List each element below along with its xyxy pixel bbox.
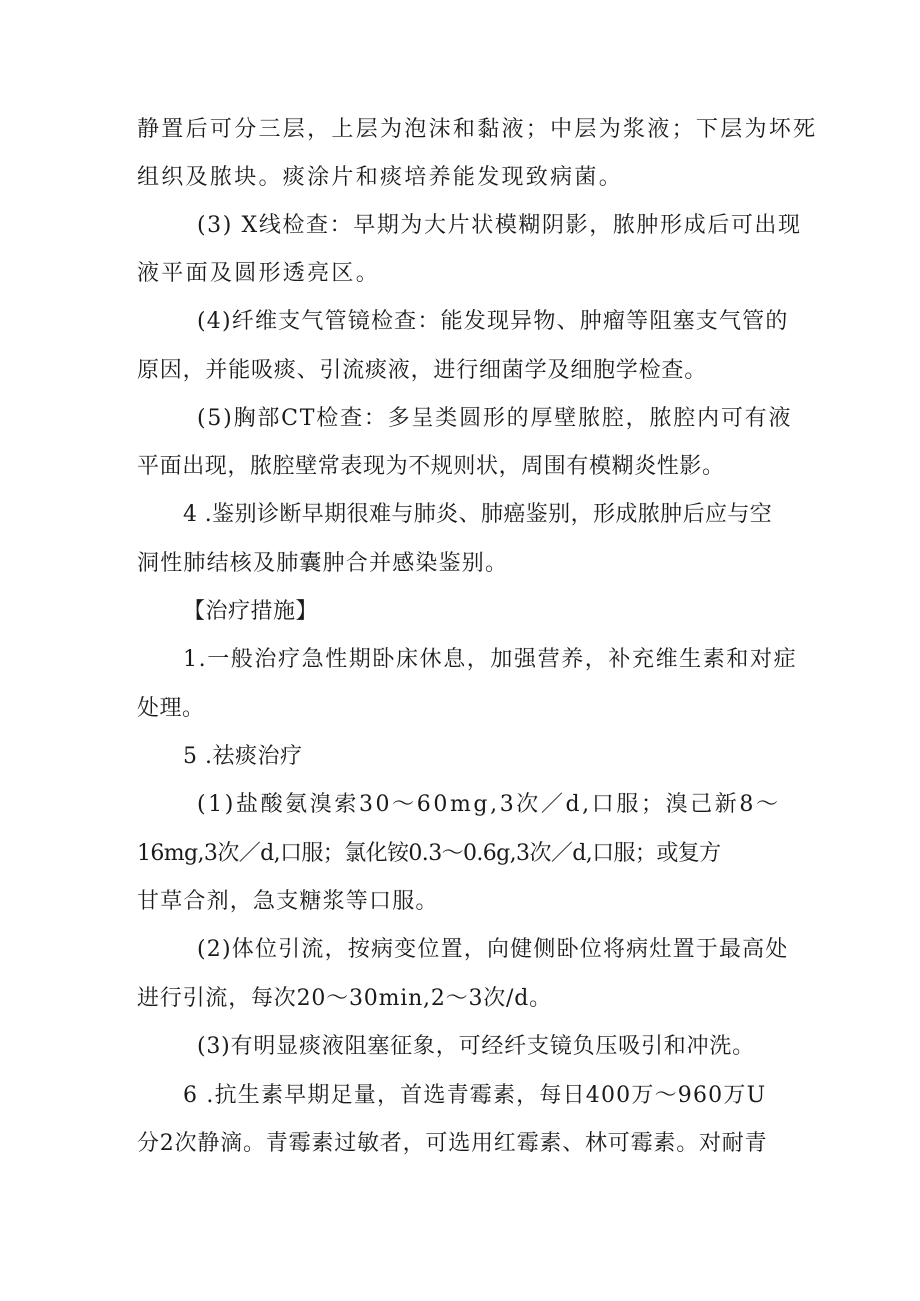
text-line-10: 洞性肺结核及肺囊肿合并感染鉴别。 — [137, 551, 509, 576]
text-line-13: 处理。 — [137, 696, 205, 721]
text-line-3: (3) X线检查：早期为大片状模糊阴影，脓肿形成后可出现 — [197, 213, 802, 238]
text-line-14: 5 .祛痰治疗 — [183, 744, 303, 769]
text-line-16: 16mg,3次／d,口服；氯化铵0.3～0.6g,3次／d,口服；或复方 — [137, 841, 721, 866]
text-line-17: 甘草合剂，急支糖浆等口服。 — [137, 889, 439, 914]
text-line-21: 6 .抗生素早期足量，首选青霉素，每日400万～960万U — [183, 1083, 767, 1108]
text-line-2: 组织及脓块。痰涂片和痰培养能发现致病菌。 — [137, 165, 624, 190]
text-line-22: 分2次静滴。青霉素过敏者，可选用红霉素、林可霉素。对耐青 — [137, 1131, 768, 1156]
text-line-4: 液平面及圆形透亮区。 — [137, 261, 381, 286]
text-line-12: 1.一般治疗急性期卧床休息，加强营养，补充维生素和对症 — [183, 647, 798, 672]
text-line-9: 4 .鉴别诊断早期很难与肺炎、肺癌鉴别，形成脓肿后应与空 — [183, 502, 773, 527]
text-line-8: 平面出现，脓腔壁常表现为不规则状，周围有模糊炎性影。 — [137, 454, 725, 479]
text-line-15: (1)盐酸氨溴索30～60mg,3次／d,口服；溴己新8～ — [197, 792, 781, 817]
text-line-6: 原因，并能吸痰、引流痰液，进行细菌学及细胞学检查。 — [137, 358, 708, 383]
text-line-1: 静置后可分三层，上层为泡沫和黏液；中层为浆液；下层为坏死 — [137, 117, 818, 142]
section-heading-treatment: 【治疗措施】 — [183, 599, 319, 624]
text-line-7: (5)胸部CT检查：多呈类圆形的厚壁脓腔，脓腔内可有液 — [197, 406, 793, 431]
text-line-18: (2)体位引流，按病变位置，向健侧卧位将病灶置于最高处 — [197, 937, 789, 962]
text-line-5: (4)纤维支气管镜检查：能发现异物、肿瘤等阻塞支气管的 — [197, 309, 789, 334]
text-line-20: (3)有明显痰液阻塞征象，可经纤支镜负压吸引和冲洗。 — [197, 1034, 755, 1059]
text-line-19: 进行引流，每次20～30min,2～3次/d。 — [137, 986, 552, 1011]
